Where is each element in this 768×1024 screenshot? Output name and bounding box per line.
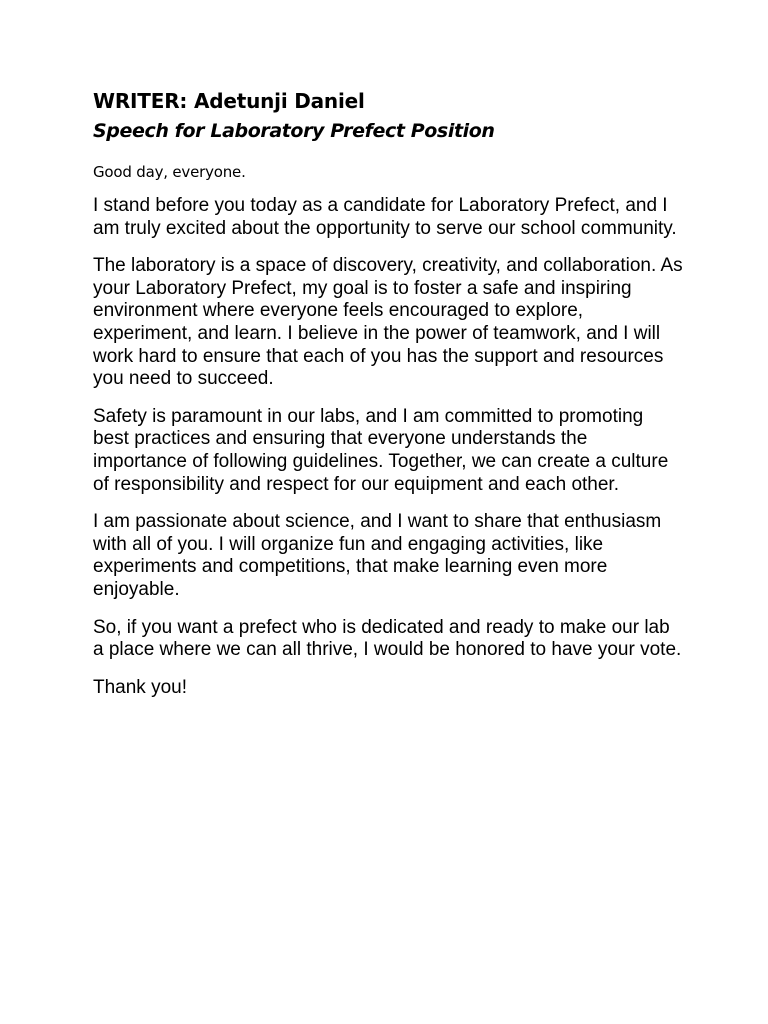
greeting-text: Good day, everyone.: [93, 163, 246, 181]
speech-title: Speech for Laboratory Prefect Position: [93, 120, 495, 142]
paragraph-safety: Safety is paramount in our labs, and I am committed to promoting best practices and ensuring that everyone understands the importance of following guidelines. Together, we can create a culture of responsibility and respect for our equipment and each other.: [93, 405, 669, 495]
paragraph-closing: Thank you!: [93, 676, 187, 698]
document-page: [93, 86, 683, 699]
paragraph-vote: So, if you want a prefect who is dedicated and ready to make our lab a place where we can all thrive, I would be honored to have your vote.: [93, 616, 682, 661]
writer-heading: WRITER: Adetunji Daniel: [93, 89, 365, 113]
paragraph-laboratory: The laboratory is a space of discovery, creativity, and collaboration. As your Laboratory Prefect, my goal is to foster a safe and inspiring environment where everyone feels encouraged to explore, experiment, and learn. I believe in the power of teamwork, and I will work hard to ensure that each of you has the support and resources you need to succeed.: [93, 255, 683, 390]
paragraph-intro: I stand before you today as a candidate for Laboratory Prefect, and I am truly excited about the opportunity to serve our school community.: [93, 195, 677, 239]
paragraph-science: I am passionate about science, and I want to share that enthusiasm with all of you. I will organize fun and engaging activities, like experiments and competitions, that make learning even more enjoyable.: [93, 511, 662, 600]
